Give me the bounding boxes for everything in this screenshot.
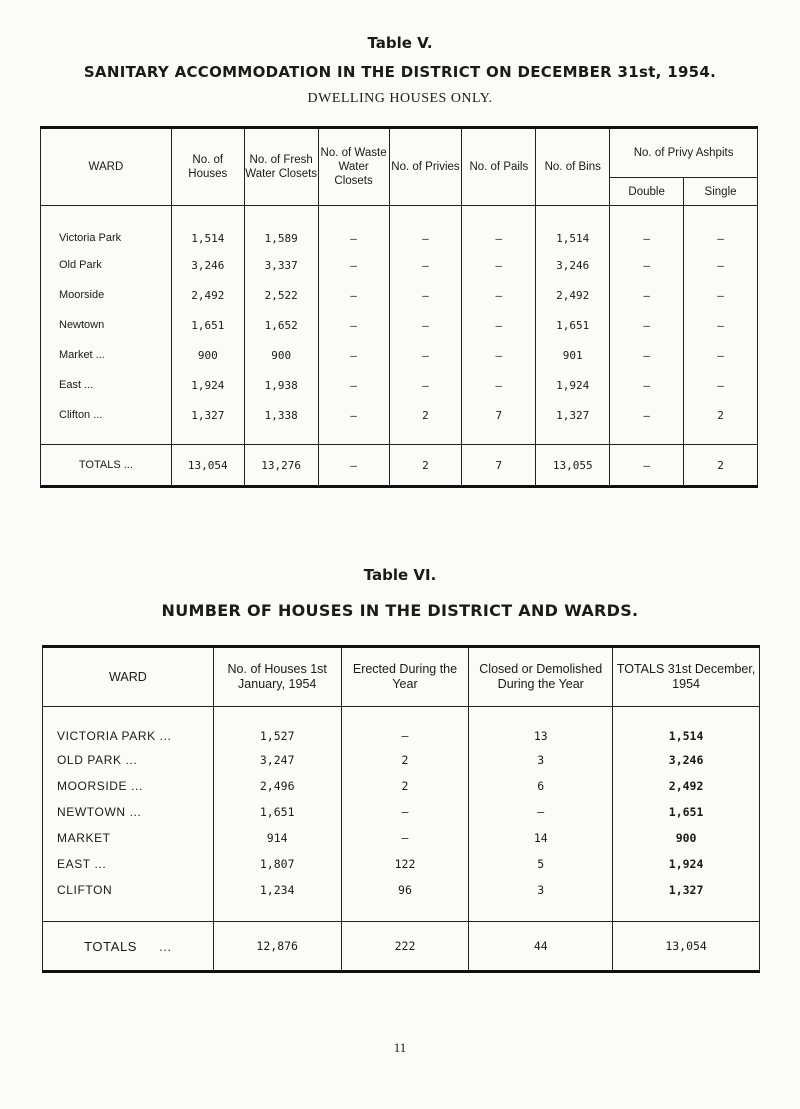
header-privy-ashpits: No. of Privy Ashpits bbox=[610, 128, 758, 178]
total-dec-cell: 1,924 bbox=[613, 851, 760, 877]
ward-name: East ... bbox=[41, 370, 172, 400]
bins-cell: 1,514 bbox=[536, 206, 610, 251]
waste-water-closets-cell: — bbox=[318, 206, 389, 251]
pails-cell: — bbox=[462, 250, 536, 280]
privies-cell: — bbox=[389, 370, 462, 400]
page-number: 11 bbox=[393, 1040, 407, 1055]
closed-cell: 6 bbox=[469, 773, 613, 799]
waste-water-closets-cell: — bbox=[318, 250, 389, 280]
fresh-water-closets-cell: 3,337 bbox=[244, 250, 318, 280]
fresh-water-closets-cell: 1,338 bbox=[244, 400, 318, 445]
header-erected: Erected During the Year bbox=[341, 647, 469, 707]
totals-label bbox=[43, 922, 214, 972]
houses-jan-cell: 1,234 bbox=[213, 877, 341, 922]
table-row bbox=[43, 825, 760, 851]
totals-single-cell: 2 bbox=[684, 445, 758, 487]
erected-cell: — bbox=[341, 825, 469, 851]
pails-cell: — bbox=[462, 280, 536, 310]
double-ashpits-cell: — bbox=[610, 280, 684, 310]
houses-cell: 2,492 bbox=[171, 280, 244, 310]
table5-subheading: DWELLING HOUSES ONLY. bbox=[307, 91, 493, 106]
bins-cell: 1,651 bbox=[536, 310, 610, 340]
totals-label: TOTALS ... bbox=[41, 445, 172, 487]
privies-cell: — bbox=[389, 340, 462, 370]
table5-title: Table V. bbox=[367, 34, 433, 52]
houses-jan-cell: 1,527 bbox=[213, 707, 341, 748]
table-row bbox=[41, 280, 758, 310]
totals-waste-cell: — bbox=[318, 445, 389, 487]
header-totals: TOTALS 31st December, 1954 bbox=[613, 647, 760, 707]
ward-name: Clifton ... bbox=[41, 400, 172, 445]
closed-cell: 14 bbox=[469, 825, 613, 851]
table-row bbox=[41, 340, 758, 370]
table-row bbox=[41, 206, 758, 251]
double-ashpits-cell: — bbox=[610, 310, 684, 340]
table-row bbox=[43, 747, 760, 773]
bins-cell: 3,246 bbox=[536, 250, 610, 280]
totals-closed-cell: 44 bbox=[469, 922, 613, 972]
erected-cell: 2 bbox=[341, 773, 469, 799]
totals-label-text: TOTALS bbox=[84, 938, 138, 954]
total-dec-cell: 1,651 bbox=[613, 799, 760, 825]
header-pails: No. of Pails bbox=[462, 128, 536, 206]
pails-cell: — bbox=[462, 310, 536, 340]
pails-cell: — bbox=[462, 370, 536, 400]
houses-cell: 1,514 bbox=[171, 206, 244, 251]
houses-jan-cell: 3,247 bbox=[213, 747, 341, 773]
erected-cell: 96 bbox=[341, 877, 469, 922]
header-waste-water-closets: No. of Waste Water Closets bbox=[318, 128, 389, 206]
ward-name: Moorside bbox=[41, 280, 172, 310]
houses-cell: 1,651 bbox=[171, 310, 244, 340]
totals-total-cell: 13,054 bbox=[613, 922, 760, 972]
closed-cell: 13 bbox=[469, 707, 613, 748]
double-ashpits-cell: — bbox=[610, 400, 684, 445]
table-row bbox=[41, 250, 758, 280]
privies-cell: — bbox=[389, 250, 462, 280]
privies-cell: — bbox=[389, 206, 462, 251]
table-row bbox=[43, 773, 760, 799]
ward-name: VICTORIA PARK ... bbox=[43, 707, 214, 748]
fresh-water-closets-cell: 1,938 bbox=[244, 370, 318, 400]
erected-cell: — bbox=[341, 707, 469, 748]
totals-houses-cell: 13,054 bbox=[171, 445, 244, 487]
total-dec-cell: 1,327 bbox=[613, 877, 760, 922]
header-ward: WARD bbox=[41, 128, 172, 206]
total-dec-cell: 900 bbox=[613, 825, 760, 851]
header-double: Double bbox=[610, 178, 684, 206]
houses-jan-cell: 1,651 bbox=[213, 799, 341, 825]
double-ashpits-cell: — bbox=[610, 340, 684, 370]
waste-water-closets-cell: — bbox=[318, 400, 389, 445]
waste-water-closets-cell: — bbox=[318, 340, 389, 370]
double-ashpits-cell: — bbox=[610, 250, 684, 280]
totals-pails-cell: 7 bbox=[462, 445, 536, 487]
houses-cell: 1,327 bbox=[171, 400, 244, 445]
total-dec-cell: 2,492 bbox=[613, 773, 760, 799]
single-ashpits-cell: — bbox=[684, 340, 758, 370]
totals-bins-cell: 13,055 bbox=[536, 445, 610, 487]
houses-jan-cell: 1,807 bbox=[213, 851, 341, 877]
privies-cell: — bbox=[389, 310, 462, 340]
houses-in-district-table bbox=[42, 645, 760, 973]
single-ashpits-cell: 2 bbox=[684, 400, 758, 445]
double-ashpits-cell: — bbox=[610, 370, 684, 400]
single-ashpits-cell: — bbox=[684, 280, 758, 310]
privies-cell: 2 bbox=[389, 400, 462, 445]
bins-cell: 1,924 bbox=[536, 370, 610, 400]
ward-name: OLD PARK ... bbox=[43, 747, 214, 773]
single-ashpits-cell: — bbox=[684, 250, 758, 280]
ward-name: Victoria Park bbox=[41, 206, 172, 251]
fresh-water-closets-cell: 2,522 bbox=[244, 280, 318, 310]
houses-jan-cell: 2,496 bbox=[213, 773, 341, 799]
table6-title: Table VI. bbox=[363, 566, 437, 584]
waste-water-closets-cell: — bbox=[318, 310, 389, 340]
erected-cell: 122 bbox=[341, 851, 469, 877]
pails-cell: — bbox=[462, 340, 536, 370]
bins-cell: 1,327 bbox=[536, 400, 610, 445]
totals-houses-cell: 12,876 bbox=[213, 922, 341, 972]
erected-cell: — bbox=[341, 799, 469, 825]
closed-cell: 5 bbox=[469, 851, 613, 877]
table6-heading: NUMBER OF HOUSES IN THE DISTRICT AND WARDS. bbox=[161, 601, 639, 620]
houses-cell: 3,246 bbox=[171, 250, 244, 280]
houses-cell: 1,924 bbox=[171, 370, 244, 400]
ward-name: Newtown bbox=[41, 310, 172, 340]
header-single: Single bbox=[684, 178, 758, 206]
header-closed: Closed or Demolished During the Year bbox=[469, 647, 613, 707]
leader-dots: ... bbox=[159, 938, 172, 954]
waste-water-closets-cell: — bbox=[318, 280, 389, 310]
pails-cell: — bbox=[462, 206, 536, 251]
table-row bbox=[43, 851, 760, 877]
total-dec-cell: 3,246 bbox=[613, 747, 760, 773]
totals-erected-cell: 222 bbox=[341, 922, 469, 972]
header-houses-jan: No. of Houses 1st January, 1954 bbox=[213, 647, 341, 707]
ward-name: NEWTOWN ... bbox=[43, 799, 214, 825]
table-row bbox=[41, 310, 758, 340]
table-row bbox=[41, 400, 758, 445]
fresh-water-closets-cell: 1,589 bbox=[244, 206, 318, 251]
header-fresh-water-closets: No. of Fresh Water Closets bbox=[244, 128, 318, 206]
total-dec-cell: 1,514 bbox=[613, 707, 760, 748]
single-ashpits-cell: — bbox=[684, 370, 758, 400]
fresh-water-closets-cell: 1,652 bbox=[244, 310, 318, 340]
pails-cell: 7 bbox=[462, 400, 536, 445]
double-ashpits-cell: — bbox=[610, 206, 684, 251]
single-ashpits-cell: — bbox=[684, 310, 758, 340]
waste-water-closets-cell: — bbox=[318, 370, 389, 400]
sanitary-accommodation-table bbox=[40, 126, 758, 488]
closed-cell: 3 bbox=[469, 747, 613, 773]
header-houses: No. of Houses bbox=[171, 128, 244, 206]
header-bins: No. of Bins bbox=[536, 128, 610, 206]
ward-name: EAST ... bbox=[43, 851, 214, 877]
ward-name: Market ... bbox=[41, 340, 172, 370]
totals-fresh-cell: 13,276 bbox=[244, 445, 318, 487]
totals-double-cell: — bbox=[610, 445, 684, 487]
houses-cell: 900 bbox=[171, 340, 244, 370]
table-row bbox=[43, 707, 760, 748]
header-ward: WARD bbox=[43, 647, 214, 707]
single-ashpits-cell: — bbox=[684, 206, 758, 251]
bins-cell: 2,492 bbox=[536, 280, 610, 310]
table5-heading: SANITARY ACCOMMODATION IN THE DISTRICT ON DECEMBER 31st, 1954. bbox=[83, 63, 717, 81]
ward-name: CLIFTON bbox=[43, 877, 214, 922]
fresh-water-closets-cell: 900 bbox=[244, 340, 318, 370]
closed-cell: — bbox=[469, 799, 613, 825]
erected-cell: 2 bbox=[341, 747, 469, 773]
bins-cell: 901 bbox=[536, 340, 610, 370]
closed-cell: 3 bbox=[469, 877, 613, 922]
ward-name: Old Park bbox=[41, 250, 172, 280]
totals-row bbox=[41, 445, 758, 487]
houses-jan-cell: 914 bbox=[213, 825, 341, 851]
ward-name: MARKET bbox=[43, 825, 214, 851]
totals-privies-cell: 2 bbox=[389, 445, 462, 487]
table-row bbox=[43, 877, 760, 922]
ward-name: MOORSIDE ... bbox=[43, 773, 214, 799]
privies-cell: — bbox=[389, 280, 462, 310]
totals-row bbox=[43, 922, 760, 972]
table-row bbox=[43, 799, 760, 825]
header-privies: No. of Privies bbox=[389, 128, 462, 206]
table-row bbox=[41, 370, 758, 400]
